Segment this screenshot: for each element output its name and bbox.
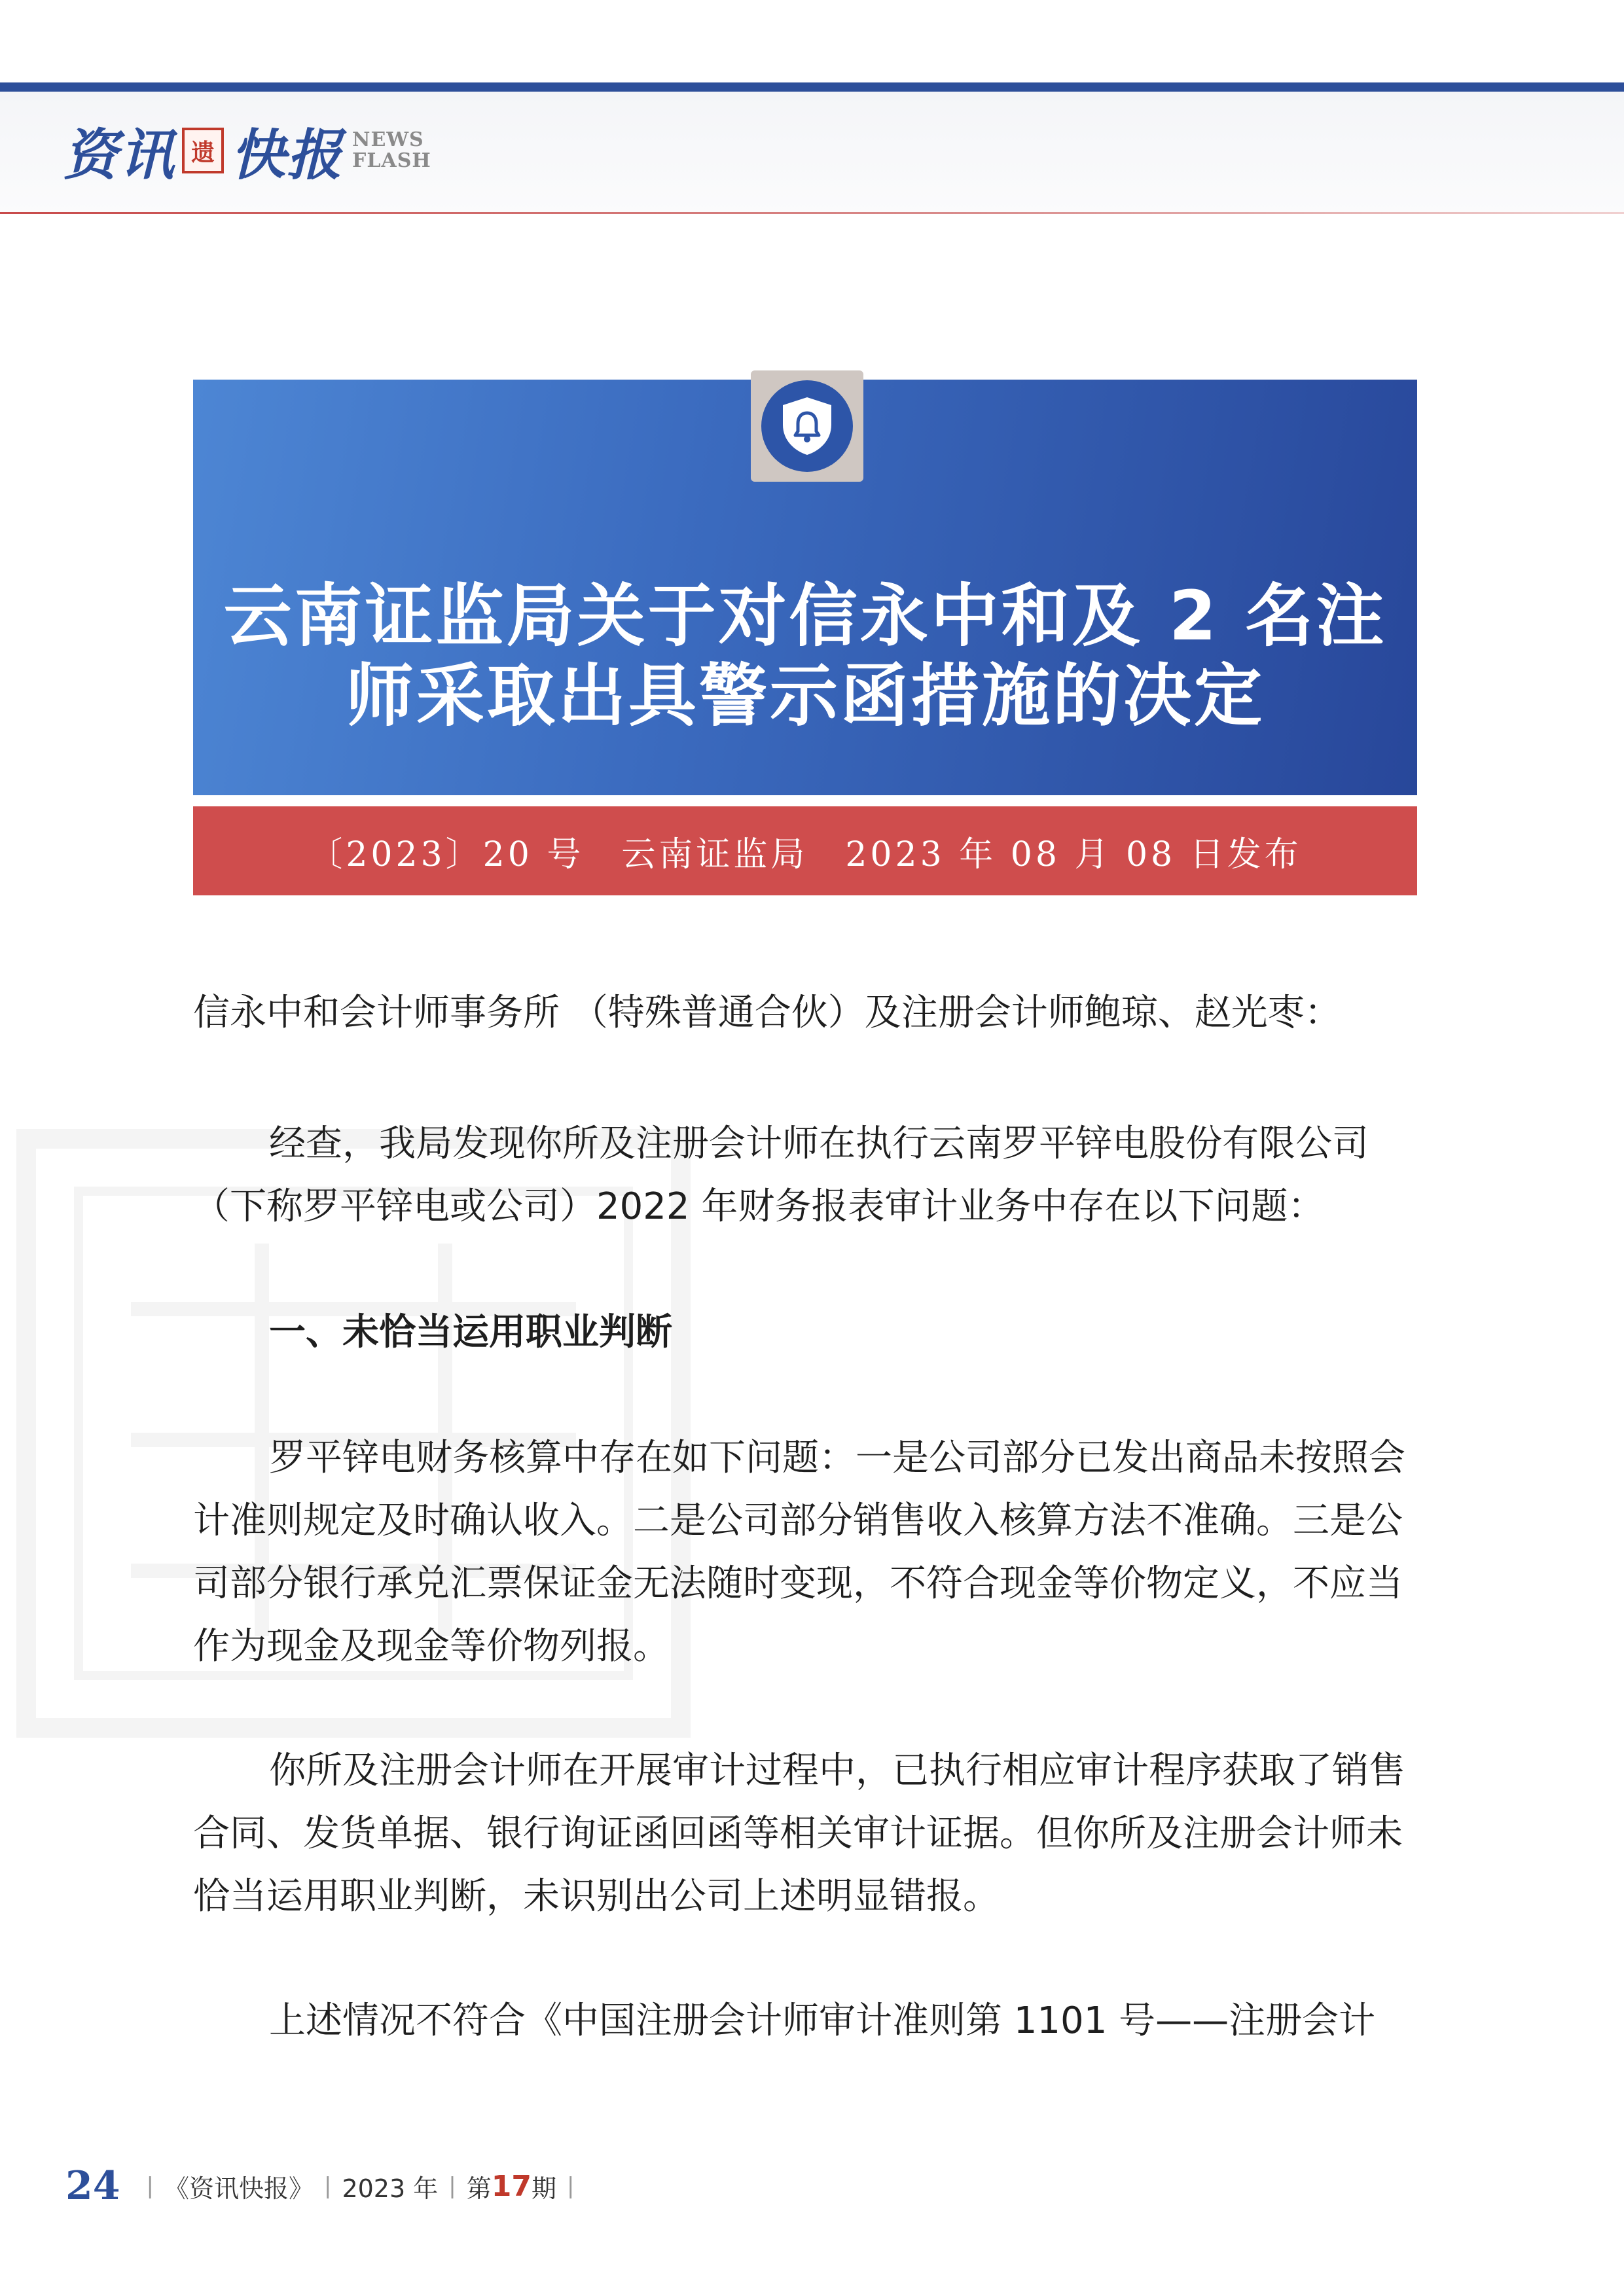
paragraph-4 (193, 1990, 1424, 2053)
section-heading-1 (193, 1301, 1424, 1364)
salutation-text: 信永中和会计师事务所 （特殊普通合伙）及注册会计师鲍琼、赵光枣： (193, 992, 1341, 1034)
notice-title-line2: 师采取出具警示函措施的决定 (345, 656, 1265, 736)
brand-seal: 遗 (182, 128, 224, 173)
notice-title (193, 576, 1417, 736)
header-divider (0, 212, 1624, 214)
bell-shield-icon (779, 395, 835, 457)
footer-issue-suffix: 期 (531, 2174, 556, 2203)
notice-title-line1: 云南证监局关于对信永中和及 2 名注 (223, 576, 1387, 656)
footer-separator: | (146, 2173, 154, 2199)
footer-separator: | (323, 2173, 332, 2199)
brand-title-part2: 快报 (230, 122, 344, 187)
paragraph-4-text: 上述情况不符合《中国注册会计师审计准则第 1101 号——注册会计 (269, 2000, 1376, 2042)
brand-english-line1: NEWS (352, 128, 424, 151)
footer-issue-number: 17 (491, 2169, 532, 2203)
footer-separator: | (448, 2173, 456, 2199)
footer-issue-prefix: 第 (466, 2174, 492, 2203)
brand-english (352, 130, 431, 171)
paragraph-2-text: 罗平锌电财务核算中存在如下问题：一是公司部分已发出商品未按照会计准则规定及时确认收入。二是公司部分销售收入核算方法不准确。三是公司部分银行承兑汇票保证金无法随时变现，不符合现金等价物定义，不应当作为现金及现金等价物列报。 (193, 1437, 1405, 1668)
footer-year: 2023 年 (342, 2174, 439, 2203)
badge-circle (761, 380, 853, 472)
section-heading-1-text: 一、未恰当运用职业判断 (269, 1311, 672, 1354)
top-accent-bar (0, 82, 1624, 92)
paragraph-3-text: 你所及注册会计师在开展审计过程中，已执行相应审计程序获取了销售合同、发货单据、银行询证函回函等相关审计证据。但你所及注册会计师未恰当运用职业判断，未识别出公司上述明显错报。 (193, 1749, 1405, 1918)
brand-title-part1: 资讯 (63, 122, 176, 187)
notice-meta-band (193, 806, 1417, 895)
footer-separator: | (566, 2173, 575, 2199)
notice-meta: 〔2023〕20 号 云南证监局 2023 年 08 月 08 日发布 (308, 834, 1302, 874)
notice-badge (751, 370, 863, 482)
footer-publication: 《资讯快报》 (164, 2174, 314, 2203)
paragraph-3 (193, 1740, 1424, 1928)
brand-logo (63, 111, 431, 190)
brand-english-line2: FLASH (352, 149, 431, 172)
paragraph-1-text: 经查，我局发现你所及注册会计师在执行云南罗平锌电股份有限公司（下称罗平锌电或公司）2022 年财务报表审计业务中存在以下问题： (193, 1122, 1369, 1228)
page-number: 24 (65, 2163, 120, 2209)
paragraph-1 (193, 1113, 1424, 1238)
salutation (193, 982, 1424, 1045)
paragraph-2 (193, 1427, 1424, 1678)
page-footer (65, 2160, 585, 2212)
